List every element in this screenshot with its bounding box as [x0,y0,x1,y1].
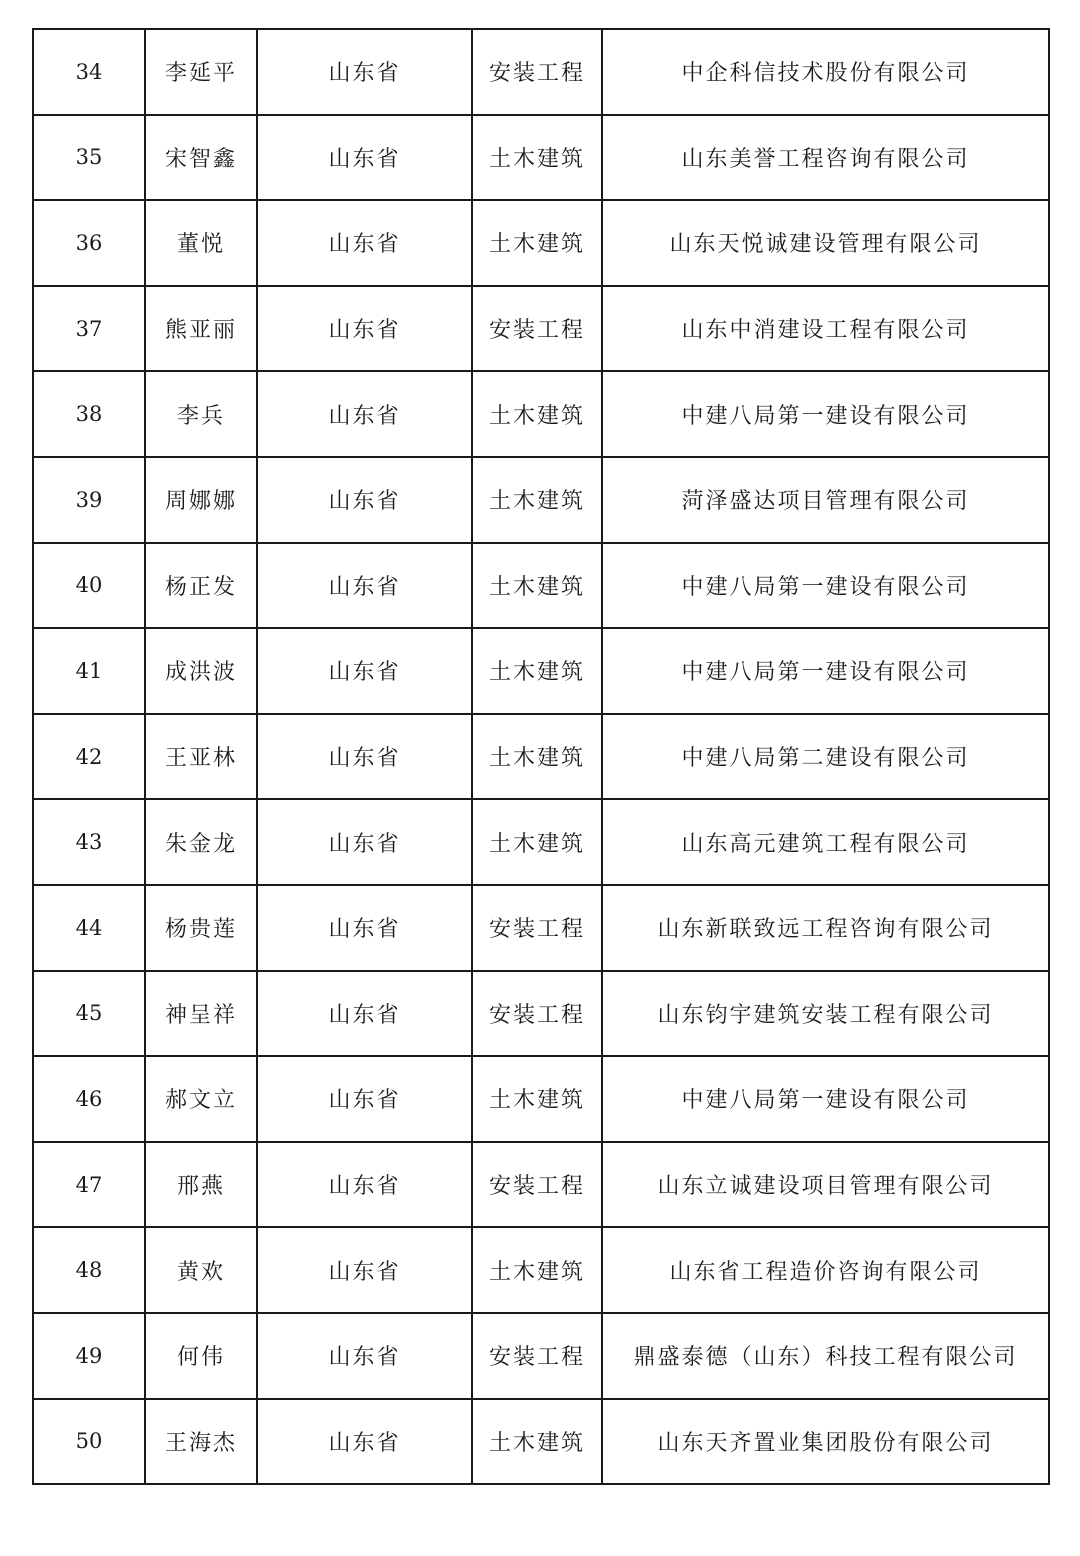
roster-sheet [32,28,1048,1485]
table-row [33,628,1049,714]
table-row [33,1313,1049,1399]
specialty-cell: 安装工程 [472,1313,602,1399]
company-cell: 中建八局第二建设有限公司 [602,714,1049,800]
province-cell: 山东省 [257,714,472,800]
company-cell: 中企科信技术股份有限公司 [602,29,1049,115]
row-number: 36 [33,200,145,286]
province-cell: 山东省 [257,29,472,115]
person-name: 黄欢 [145,1227,257,1313]
company-cell: 山东钧宇建筑安装工程有限公司 [602,971,1049,1057]
table-row [33,1142,1049,1228]
row-number: 46 [33,1056,145,1142]
specialty-cell: 土木建筑 [472,115,602,201]
table-row [33,799,1049,885]
province-cell: 山东省 [257,1227,472,1313]
row-number: 44 [33,885,145,971]
province-cell: 山东省 [257,1313,472,1399]
person-name: 熊亚丽 [145,286,257,372]
company-cell: 山东高元建筑工程有限公司 [602,799,1049,885]
row-number: 48 [33,1227,145,1313]
specialty-cell: 土木建筑 [472,457,602,543]
table-row [33,714,1049,800]
person-name: 董悦 [145,200,257,286]
row-number: 38 [33,371,145,457]
province-cell: 山东省 [257,885,472,971]
specialty-cell: 安装工程 [472,286,602,372]
specialty-cell: 土木建筑 [472,371,602,457]
province-cell: 山东省 [257,115,472,201]
person-name: 郝文立 [145,1056,257,1142]
row-number: 34 [33,29,145,115]
person-name: 周娜娜 [145,457,257,543]
company-cell: 菏泽盛达项目管理有限公司 [602,457,1049,543]
person-name: 宋智鑫 [145,115,257,201]
company-cell: 山东天齐置业集团股份有限公司 [602,1399,1049,1485]
row-number: 40 [33,543,145,629]
specialty-cell: 安装工程 [472,885,602,971]
row-number: 35 [33,115,145,201]
company-cell: 山东天悦诚建设管理有限公司 [602,200,1049,286]
table-row [33,885,1049,971]
person-name: 王海杰 [145,1399,257,1485]
specialty-cell: 安装工程 [472,29,602,115]
province-cell: 山东省 [257,457,472,543]
company-cell: 山东立诚建设项目管理有限公司 [602,1142,1049,1228]
specialty-cell: 土木建筑 [472,1227,602,1313]
table-row [33,371,1049,457]
person-name: 朱金龙 [145,799,257,885]
specialty-cell: 土木建筑 [472,799,602,885]
person-name: 神呈祥 [145,971,257,1057]
person-name: 李兵 [145,371,257,457]
row-number: 50 [33,1399,145,1485]
person-name: 邢燕 [145,1142,257,1228]
specialty-cell: 土木建筑 [472,714,602,800]
specialty-cell: 土木建筑 [472,1056,602,1142]
company-cell: 山东中消建设工程有限公司 [602,286,1049,372]
person-name: 杨正发 [145,543,257,629]
specialty-cell: 土木建筑 [472,200,602,286]
company-cell: 中建八局第一建设有限公司 [602,371,1049,457]
person-name: 成洪波 [145,628,257,714]
company-cell: 山东省工程造价咨询有限公司 [602,1227,1049,1313]
roster-table-body [33,29,1049,1484]
table-row [33,200,1049,286]
specialty-cell: 安装工程 [472,971,602,1057]
company-cell: 山东新联致远工程咨询有限公司 [602,885,1049,971]
row-number: 43 [33,799,145,885]
province-cell: 山东省 [257,1399,472,1485]
specialty-cell: 土木建筑 [472,628,602,714]
row-number: 42 [33,714,145,800]
province-cell: 山东省 [257,1142,472,1228]
province-cell: 山东省 [257,286,472,372]
province-cell: 山东省 [257,628,472,714]
company-cell: 中建八局第一建设有限公司 [602,628,1049,714]
province-cell: 山东省 [257,799,472,885]
row-number: 47 [33,1142,145,1228]
roster-table [32,28,1050,1485]
row-number: 49 [33,1313,145,1399]
province-cell: 山东省 [257,200,472,286]
table-row [33,1399,1049,1485]
person-name: 王亚林 [145,714,257,800]
person-name: 何伟 [145,1313,257,1399]
province-cell: 山东省 [257,1056,472,1142]
province-cell: 山东省 [257,543,472,629]
company-cell: 中建八局第一建设有限公司 [602,543,1049,629]
row-number: 45 [33,971,145,1057]
table-row [33,971,1049,1057]
row-number: 39 [33,457,145,543]
row-number: 41 [33,628,145,714]
specialty-cell: 土木建筑 [472,1399,602,1485]
table-row [33,1056,1049,1142]
person-name: 李延平 [145,29,257,115]
province-cell: 山东省 [257,971,472,1057]
table-row [33,1227,1049,1313]
company-cell: 中建八局第一建设有限公司 [602,1056,1049,1142]
specialty-cell: 土木建筑 [472,543,602,629]
company-cell: 鼎盛泰德（山东）科技工程有限公司 [602,1313,1049,1399]
person-name: 杨贵莲 [145,885,257,971]
specialty-cell: 安装工程 [472,1142,602,1228]
table-row [33,286,1049,372]
table-row [33,115,1049,201]
table-row [33,29,1049,115]
row-number: 37 [33,286,145,372]
table-row [33,457,1049,543]
company-cell: 山东美誉工程咨询有限公司 [602,115,1049,201]
province-cell: 山东省 [257,371,472,457]
table-row [33,543,1049,629]
